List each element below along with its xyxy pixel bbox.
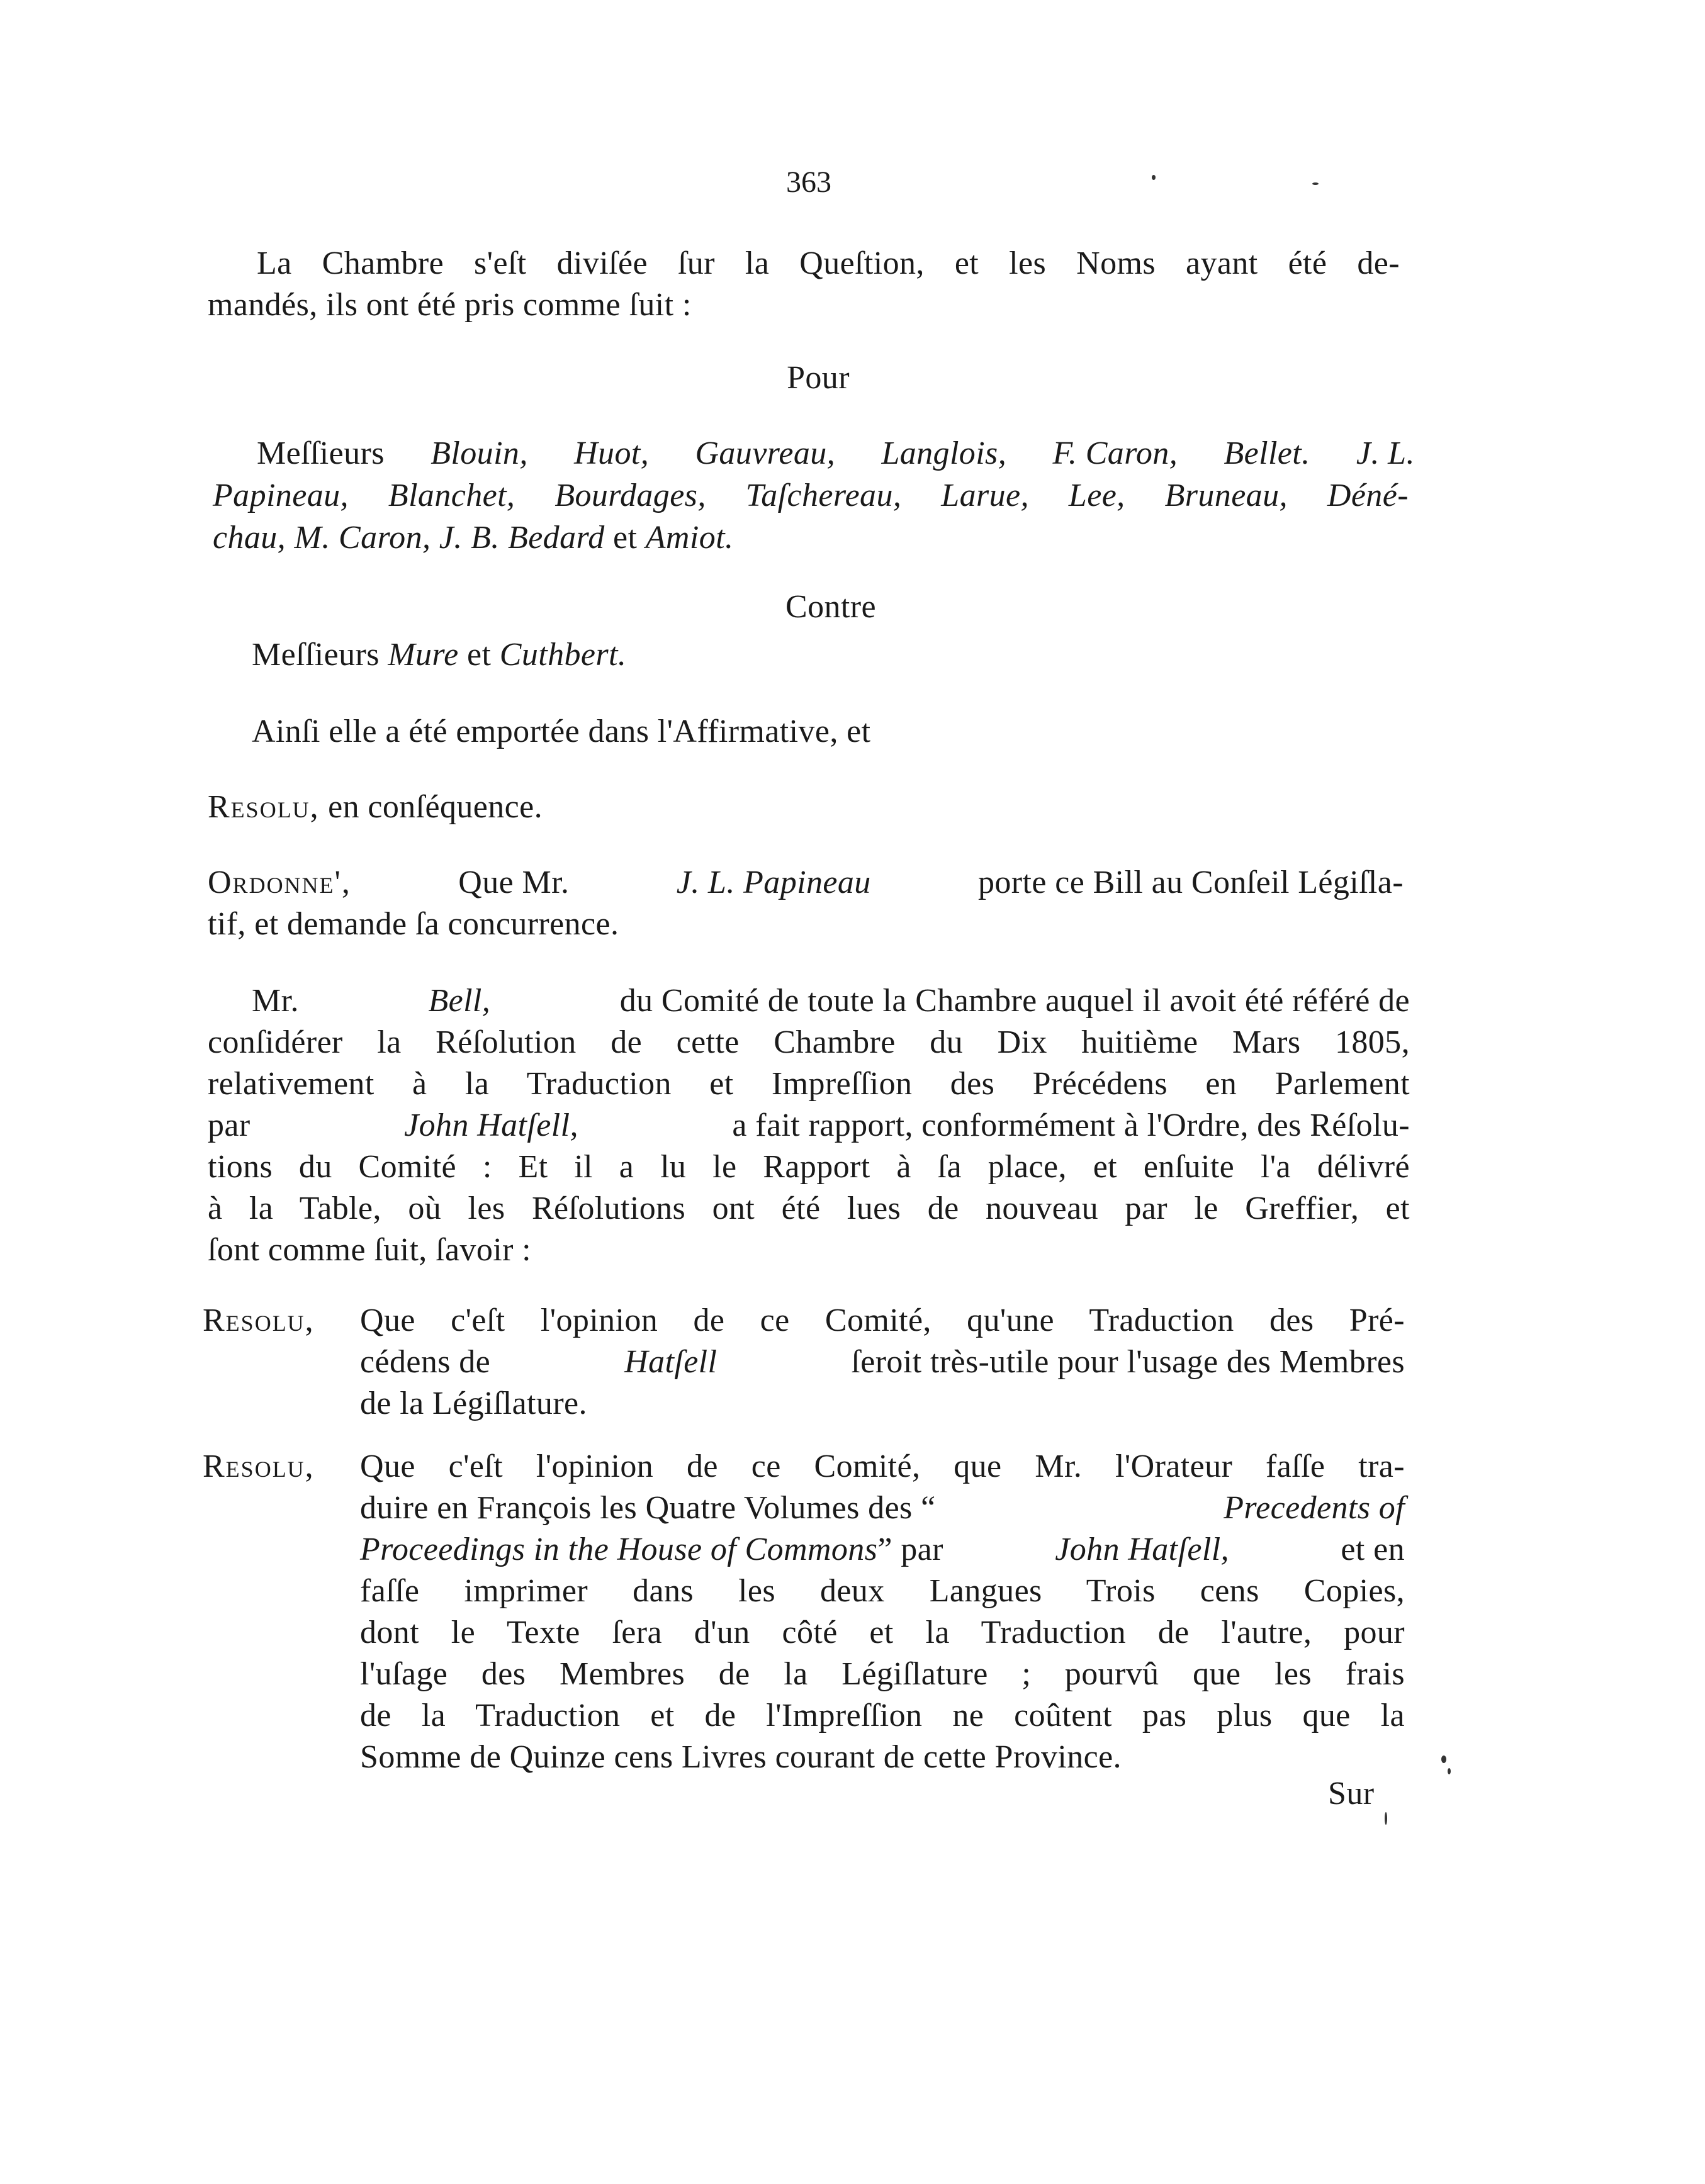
resolution-1-line-2 xyxy=(360,1341,1405,1383)
resolution-1-line-3: de la Légiſlature. xyxy=(360,1386,587,1421)
report-name: John Hatſell, xyxy=(404,1107,578,1143)
pour-names-row-2 xyxy=(213,475,1409,517)
resolution-2-line-3 xyxy=(360,1529,1405,1571)
report-line-1 xyxy=(252,980,1410,1022)
report-text: du Comité de toute la Chambre auquel il avoit été référé de xyxy=(619,983,1410,1019)
resolution-text: duire en François les Quatre Volumes des “ xyxy=(360,1490,936,1526)
resolution-text: cédens de xyxy=(360,1344,491,1380)
report-line-2: conſidérer la Réſolution de cette Chambre du Dix huitième Mars 1805, xyxy=(208,1024,1410,1060)
pour-name: Blanchet, xyxy=(388,478,515,513)
pour-name: Langlois, xyxy=(881,435,1007,471)
pour-heading: Pour xyxy=(787,360,850,396)
contre-names xyxy=(252,634,626,676)
resolution-title: Precedents of xyxy=(1224,1490,1405,1526)
division-line-2: mandés, ils ont été pris comme ſuit : xyxy=(208,287,692,323)
resolu-consequence xyxy=(208,787,543,828)
ordonne-label: Ordonne', xyxy=(208,865,351,900)
report-line-3: relativement à la Traduction et Impreſſion des Précédens en Parlement xyxy=(208,1066,1410,1102)
resolution-2-line-5: dont le Texte ſera d'un côté et la Traduction de l'autre, pour xyxy=(360,1615,1405,1650)
pour-name: Bourdages, xyxy=(554,478,706,513)
resolution-2-line-8: Somme de Quinze cens Livres courant de cette Province. xyxy=(360,1739,1122,1775)
resolution-name: Hatſell xyxy=(624,1344,717,1380)
pour-name: J. L. xyxy=(1356,435,1415,471)
resolution-2-line-1: Que c'eſt l'opinion de ce Comité, que Mr. l'Orateur faſſe tra- xyxy=(360,1448,1405,1484)
pour-name: Bellet. xyxy=(1224,435,1310,471)
ordonne-text: porte ce Bill au Conſeil Légiſla- xyxy=(977,865,1404,900)
report-line-4 xyxy=(208,1105,1410,1146)
ainsi-line: Ainſi elle a été emportée dans l'Affirmative, et xyxy=(252,714,871,749)
resolu-consequence-text: en conſéquence. xyxy=(328,789,543,825)
report-name: Bell, xyxy=(428,983,491,1019)
report-text: par xyxy=(208,1107,250,1143)
pour-names-row-3 xyxy=(213,517,733,559)
contre-intro: Meſſieurs xyxy=(252,637,380,673)
report-line-7: ſont comme ſuit, ſavoir : xyxy=(208,1232,532,1268)
catchword: Sur xyxy=(1328,1776,1375,1812)
scan-speck xyxy=(1152,175,1156,180)
pour-name: Papineau, xyxy=(213,478,349,513)
contre-name: Mure xyxy=(388,637,459,673)
pour-name: Blouin, xyxy=(430,435,528,471)
resolution-2-line-2 xyxy=(360,1487,1405,1529)
resolution-text: ſeroit très-utile pour l'usage des Membres xyxy=(851,1344,1405,1380)
contre-name: Cuthbert. xyxy=(499,637,627,673)
pour-name: Amiot. xyxy=(645,520,734,556)
scan-speck xyxy=(1441,1756,1446,1763)
contre-conjunction: et xyxy=(467,637,492,673)
resolution-2-line-4: faſſe imprimer dans les deux Langues Trois cens Copies, xyxy=(360,1573,1405,1609)
pour-name: Larue, xyxy=(941,478,1029,513)
pour-conjunction: et xyxy=(613,520,638,556)
report-line-5: tions du Comité : Et il a lu le Rapport à ſa place, et enſuite l'a délivré xyxy=(208,1149,1410,1185)
resolution-2-line-7: de la Traduction et de l'Impreſſion ne coûtent pas plus que la xyxy=(360,1698,1405,1733)
scan-speck xyxy=(1312,182,1319,185)
pour-name: chau, M. Caron, xyxy=(213,520,431,556)
pour-name: Gauvreau, xyxy=(695,435,836,471)
division-line-1: La Chambre s'eſt diviſée ſur la Queſtion, et les Noms ayant été de- xyxy=(257,245,1400,281)
report-text: a fait rapport, conformément à l'Ordre, des Réſolu- xyxy=(732,1107,1410,1143)
pour-name: Déné- xyxy=(1327,478,1409,513)
page-number: 363 xyxy=(786,165,831,199)
pour-names-row-1 xyxy=(257,433,1415,474)
resolution-name: John Hatſell, xyxy=(1055,1532,1229,1567)
resolution-1-line-1: Que c'eſt l'opinion de ce Comité, qu'une Traduction des Pré- xyxy=(360,1302,1405,1338)
resolu-label: Resolu, xyxy=(208,789,320,825)
pour-name: F. Caron, xyxy=(1052,435,1178,471)
resolution-1-label: Resolu, xyxy=(203,1302,315,1338)
pour-name: Huot, xyxy=(574,435,650,471)
contre-heading: Contre xyxy=(785,589,876,625)
report-text: Mr. xyxy=(252,983,299,1019)
pour-intro: Meſſieurs xyxy=(257,435,385,471)
ordonne-text: Que Mr. xyxy=(458,865,570,900)
ordonne-line-1 xyxy=(208,862,1404,904)
report-line-6: à la Table, où les Réſolutions ont été lues de nouveau par le Greffier, et xyxy=(208,1190,1410,1226)
pour-name: Lee, xyxy=(1068,478,1125,513)
resolution-2-label: Resolu, xyxy=(203,1448,315,1484)
scan-speck xyxy=(1385,1812,1387,1825)
ordonne-name: J. L. Papineau xyxy=(676,865,871,900)
pour-name: J. B. Bedard xyxy=(439,520,605,556)
pour-name: Taſchereau, xyxy=(745,478,902,513)
ordonne-line-2: tif, et demande ſa concurrence. xyxy=(208,906,619,942)
resolution-2-line-6: l'uſage des Membres de la Légiſlature ; pourvû que les frais xyxy=(360,1656,1405,1692)
resolution-text: ” par xyxy=(877,1532,943,1567)
resolution-text: et en xyxy=(1341,1532,1405,1567)
pour-name: Bruneau, xyxy=(1164,478,1288,513)
scan-speck xyxy=(1448,1768,1451,1774)
resolution-title: Proceedings in the House of Commons xyxy=(360,1532,878,1567)
